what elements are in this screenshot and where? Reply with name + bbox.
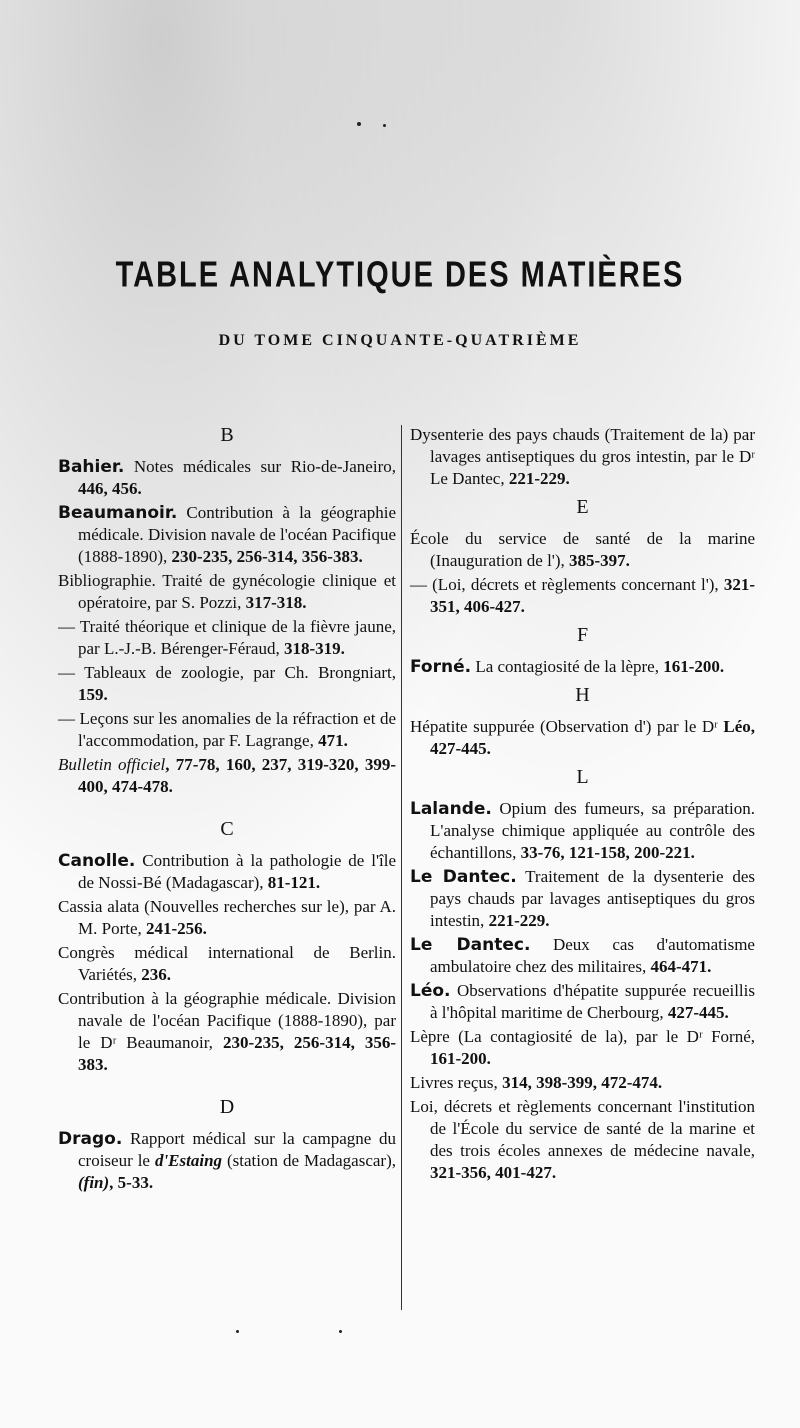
entry-author: Forné.: [410, 657, 472, 677]
entry-pages: 318-319.: [283, 639, 345, 658]
index-entry: [58, 502, 396, 568]
index-entry: [410, 980, 755, 1024]
entry-note: (fin): [78, 1173, 110, 1192]
index-entry: [410, 528, 755, 572]
entry-author: Le Dantec.: [410, 867, 517, 887]
page-subtitle: DU TOME CINQUANTE-QUATRIÈME: [218, 332, 582, 349]
entry-text: Congrès médical international de Berlin. Variétés,: [58, 943, 396, 984]
index-entry: [410, 934, 755, 978]
entry-text: Notes médicales sur Rio-de-Janeiro,: [124, 457, 396, 476]
entry-pages: 161-200.: [430, 1049, 491, 1068]
index-entry: [58, 850, 396, 894]
index-entry: [58, 616, 396, 660]
index-entry: [58, 942, 396, 986]
entry-pages: 321-356, 401-427.: [430, 1163, 557, 1182]
section-letter-f: F: [576, 624, 589, 646]
entry-ship-name: d'Estaing: [154, 1151, 223, 1170]
ink-speck: [236, 1330, 239, 1333]
index-entry: [58, 1128, 396, 1194]
entry-text: Livres reçus,: [410, 1073, 503, 1092]
entry-text: Contribution à la géographie médicale. Division navale de l'océan Pacifique (1888-1890), par le Dʳ Beaumanoir,: [58, 989, 396, 1052]
entry-pages: , 77-78, 160, 237, 319-320, 399-400, 474-478.: [78, 755, 397, 796]
entry-text: La contagiosité de la lèpre,: [471, 657, 664, 676]
entry-text: Deux cas d'automatisme ambulatoire chez des militaires,: [430, 935, 755, 976]
index-entry: [410, 1072, 755, 1094]
entry-pages: 159.: [78, 685, 108, 704]
index-entry: [410, 798, 755, 864]
entry-pages: , 5-33.: [109, 1173, 154, 1192]
entry-pages: 314, 398-399, 472-474.: [502, 1073, 663, 1092]
page-title: TABLE ANALYTIQUE DES MATIÈRES: [115, 255, 685, 295]
entry-pages: 221-229.: [488, 911, 550, 930]
entry-pages: 321-351, 406-427.: [430, 575, 755, 616]
entry-text: — Leçons sur les anomalies de la réfraction et de l'accommodation, par F. Lagrange,: [58, 709, 396, 750]
entry-pages: 230-235, 256-314, 356-383.: [171, 547, 363, 566]
ink-speck: [339, 1330, 342, 1333]
entry-pages: 161-200.: [663, 657, 725, 676]
section-letter-d: D: [219, 1096, 235, 1118]
entry-text: Loi, décrets et règlements concernant l'institution de l'École du service de santé de la marine et des trois écoles annexes de médecine navale,: [410, 1097, 755, 1160]
entry-pages: 81-121.: [267, 873, 321, 892]
entry-text: — (Loi, décrets et règlements concernant l'),: [410, 575, 724, 594]
index-entry: [58, 708, 396, 752]
ink-speck: [357, 122, 361, 126]
entry-pages: 230-235, 256-314, 356-383.: [78, 1033, 396, 1074]
entry-text: Cassia alata (Nouvelles recherches sur le), par A. M. Porte,: [58, 897, 396, 938]
entry-text: Hépatite suppurée (Observation d') par le Dʳ: [410, 717, 724, 736]
index-entry: [58, 456, 396, 500]
entry-pages: 317-318.: [245, 593, 307, 612]
ink-speck: [383, 124, 386, 127]
index-entry: [410, 656, 755, 678]
entry-text: Dysenterie des pays chauds (Traitement de la) par lavages antiseptiques du gros intestin, par le Dʳ Le Dantec,: [410, 425, 755, 488]
index-entry: [410, 574, 755, 618]
entry-pages: 446, 456.: [78, 479, 142, 498]
index-entry: [410, 1096, 755, 1184]
section-letter-l: L: [576, 766, 589, 788]
section-letter-c: C: [220, 818, 234, 840]
right-column: [410, 418, 755, 1186]
entry-pages: 471.: [318, 731, 348, 750]
index-entry: [58, 896, 396, 940]
index-entry: [410, 716, 755, 760]
entry-pages: 221-229.: [508, 469, 570, 488]
left-column: [58, 418, 396, 1196]
index-entry: [58, 570, 396, 614]
entry-text: Traitement de la dysenterie des pays chauds par lavages antiseptiques du gros intestin,: [430, 867, 755, 930]
entry-pages: 464-471.: [650, 957, 712, 976]
entry-title: Bulletin officiel: [58, 755, 166, 774]
entry-author: Drago.: [58, 1129, 123, 1149]
index-entry: [58, 662, 396, 706]
entry-text: — Traité théorique et clinique de la fièvre jaune, par L.-J.-B. Bérenger-Féraud,: [58, 617, 396, 658]
entry-text: Contribution à la géographie médicale. Division navale de l'océan Pacifique (1888-1890),: [78, 503, 396, 566]
index-entry: [410, 866, 755, 932]
index-entry: [410, 424, 755, 490]
column-divider: [401, 425, 402, 1310]
entry-text: École du service de santé de la marine (Inauguration de l'),: [410, 529, 755, 570]
section-letter-h: H: [575, 684, 590, 706]
entry-pages: 241-256.: [146, 919, 207, 938]
entry-author: Lalande.: [410, 799, 492, 819]
entry-text: — Tableaux de zoologie, par Ch. Brongniart,: [58, 663, 396, 682]
entry-text: Contribution à la pathologie de l'île de Nossi-Bé (Madagascar),: [78, 851, 396, 892]
entry-pages: 236.: [141, 965, 172, 984]
entry-author: Bahier.: [58, 457, 125, 477]
entry-text: Bibliographie. Traité de gynécologie clinique et opératoire, par S. Pozzi,: [58, 571, 396, 612]
entry-text: Lèpre (La contagiosité de la), par le Dʳ Forné,: [410, 1027, 755, 1046]
index-entry: [58, 754, 396, 798]
entry-author: Le Dantec.: [410, 935, 531, 955]
entry-author: Léo.: [410, 981, 451, 1001]
entry-pages: 427-445.: [667, 1003, 729, 1022]
index-entry: [410, 1026, 755, 1070]
entry-author: Canolle.: [58, 851, 136, 871]
entry-pages: 33-76, 121-158, 200-221.: [520, 843, 695, 862]
entry-pages: Léo, 427-445.: [430, 717, 755, 758]
entry-pages: 385-397.: [569, 551, 630, 570]
index-entry: [58, 988, 396, 1076]
entry-author: Beaumanoir.: [58, 503, 178, 523]
entry-text: Rapport médical sur la campagne du croiseur le: [78, 1129, 396, 1170]
entry-text: Observations d'hépatite suppurée recueillis à l'hôpital maritime de Cherbourg,: [430, 981, 755, 1022]
section-letter-b: B: [220, 424, 234, 446]
section-letter-e: E: [576, 496, 589, 518]
entry-text: (station de Madagascar),: [222, 1151, 396, 1170]
entry-text: Opium des fumeurs, sa préparation. L'analyse chimique appliquée au contrôle des échantillons,: [430, 799, 755, 862]
